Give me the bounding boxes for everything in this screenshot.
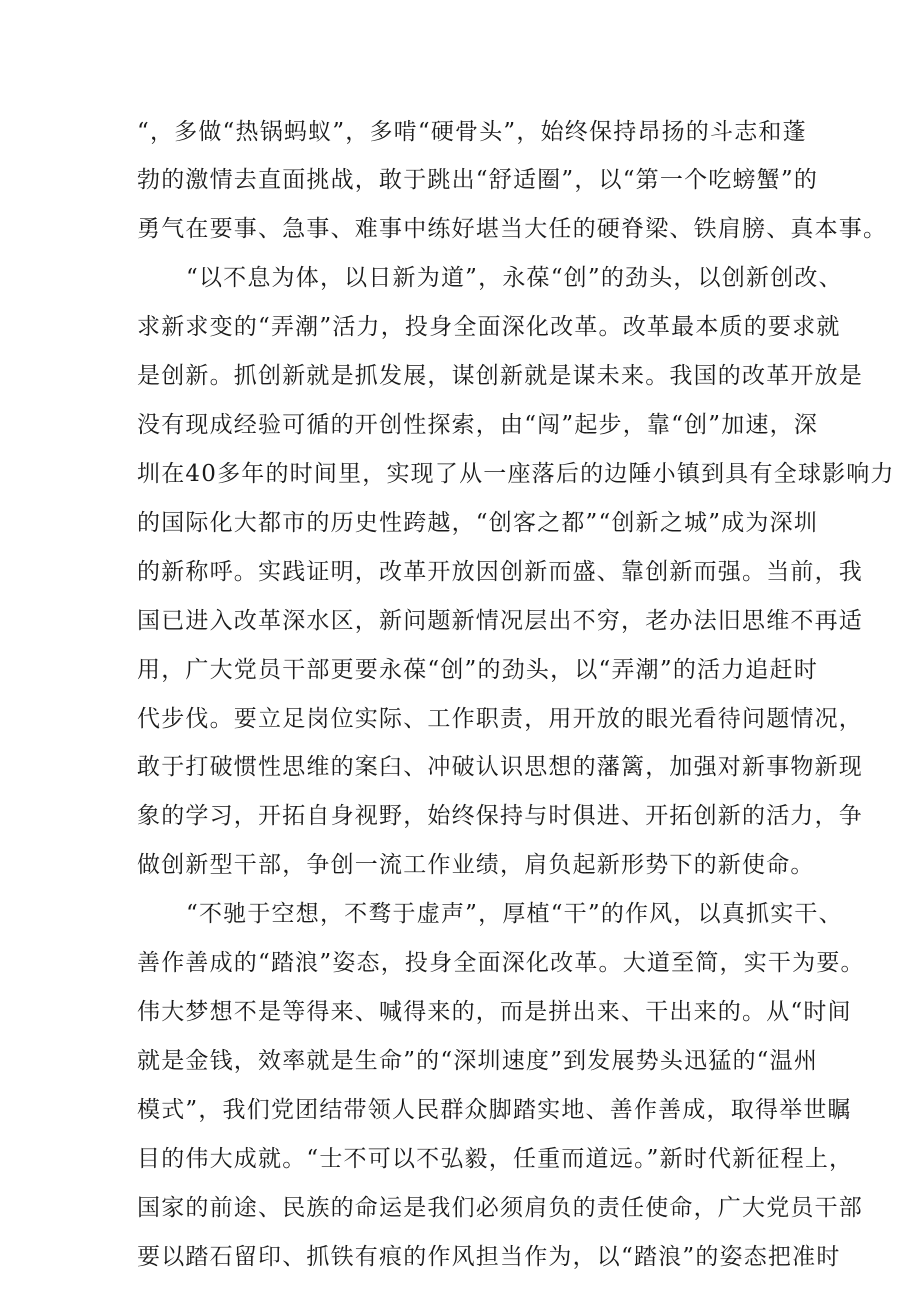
text-line: 目的伟大成就。“士不可以不弘毅，任重而道远。”新时代新征程上， — [137, 1146, 854, 1172]
text-line: 伟大梦想不是等得来、喊得来的，而是拼出来、干出来的。从“时间 — [137, 999, 852, 1025]
text-line: 没有现成经验可循的开创性探索，由“闯”起步，靠“创”加速，深 — [137, 412, 819, 438]
text-line: 用，广大党员干部更要永葆“创”的劲头，以“弄潮”的活力追赶时 — [137, 657, 819, 683]
paragraph-first-line: “不驰于空想，不骛于虚声”，厚植“干”的作风，以真抓实干、 — [186, 901, 843, 927]
text-line: 圳在40多年的时间里，实现了从一座落后的边陲小镇到具有全球影响力 — [137, 461, 895, 487]
text-line: 代步伐。要立足岗位实际、工作职责，用开放的眼光看待问题情况， — [137, 706, 863, 732]
text-line: 模式”，我们党团结带领人民群众脚踏实地、善作善成，取得举世瞩 — [137, 1097, 852, 1123]
text-line: 国已进入改革深水区，新问题新情况层出不穷，老办法旧思维不再适 — [137, 608, 863, 634]
text-line: 做创新型干部，争创一流工作业绩，肩负起新形势下的新使命。 — [137, 852, 815, 878]
text-line: 勃的激情去直面挑战，敢于跳出“舒适圈”，以“第一个吃螃蟹”的 — [137, 167, 819, 193]
text-line: 是创新。抓创新就是抓发展，谋创新就是谋未来。我国的改革开放是 — [137, 363, 863, 389]
text-line: 要以踏石留印、抓铁有痕的作风担当作为，以“踏浪”的姿态把准时 — [137, 1244, 841, 1270]
text-line: 敢于打破惯性思维的案臼、冲破认识思想的藩篱，加强对新事物新现 — [137, 754, 863, 780]
text-line: 善作善成的“踏浪”姿态，投身全面深化改革。大道至简，实干为要。 — [137, 950, 865, 976]
text-line: 就是金钱，效率就是生命”的“深圳速度”到发展势头迅猛的“温州 — [137, 1048, 819, 1074]
text-line: 勇气在要事、急事、难事中练好堪当大任的硬脊梁、铁肩膀、真本事。 — [137, 216, 888, 242]
text-line: 象的学习，开拓自身视野，始终保持与时俱进、开拓创新的活力，争 — [137, 803, 863, 829]
text-line: 的国际化大都市的历史性跨越，“创客之都”“创新之城”成为深圳 — [137, 510, 819, 536]
text-line: 的新称呼。实践证明，改革开放因创新而盛、靠创新而强。当前，我 — [137, 559, 863, 585]
text-line: “，多做“热锅蚂蚁”，多啃“硬骨头”，始终保持昂扬的斗志和蓬 — [137, 119, 807, 145]
text-line: 求新求变的“弄潮”活力，投身全面深化改革。改革最本质的要求就 — [137, 314, 841, 340]
text-line: 国家的前途、民族的命运是我们必须肩负的责任使命，广大党员干部 — [137, 1195, 863, 1221]
paragraph-first-line: “以不息为体，以日新为道”，永葆“创”的劲头，以创新创改、 — [186, 265, 843, 291]
